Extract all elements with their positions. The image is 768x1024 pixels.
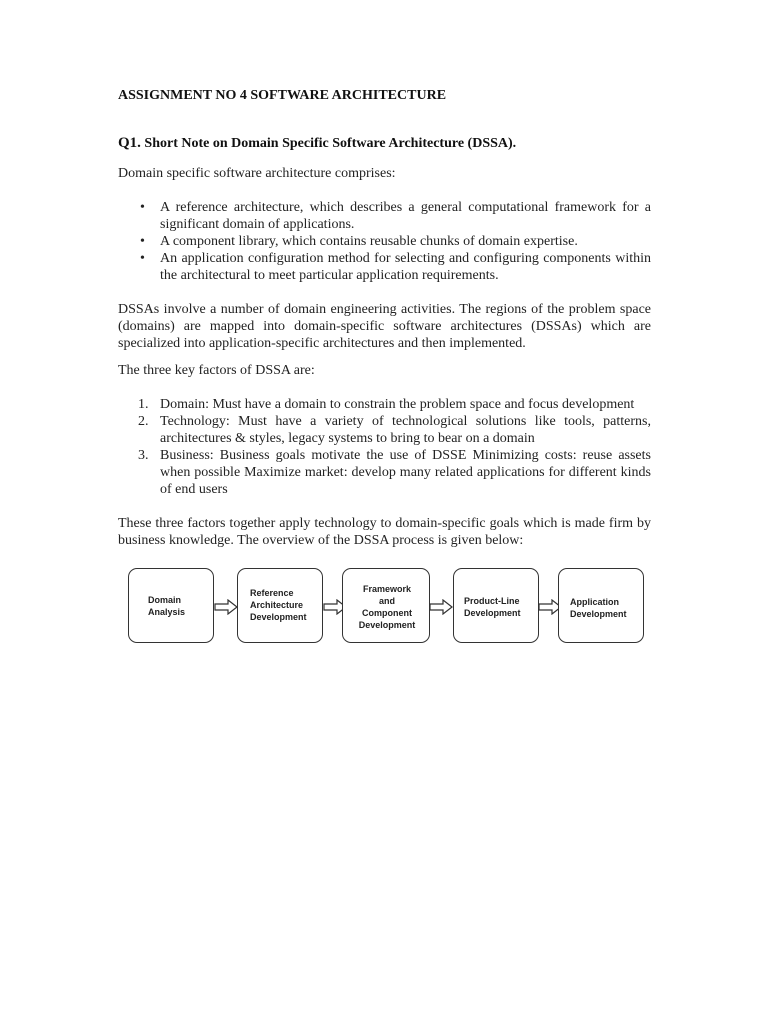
bullet-marker: • [140, 200, 145, 215]
bullet-marker: • [140, 251, 145, 266]
question-number: Q1. [118, 135, 141, 151]
step-label: Product-Line Development [464, 596, 521, 618]
bullet-marker: • [140, 234, 145, 249]
question-title [118, 133, 651, 154]
intro-paragraph: Domain specific software architecture comprises: [118, 166, 396, 181]
list-number: 2. [138, 414, 149, 429]
step-product-line [453, 568, 539, 643]
list-item: 1. Domain: Must have a domain to constrain the problem space and focus development [138, 397, 635, 412]
factors-list [118, 396, 651, 498]
list-item: • A component library, which contains reusable chunks of domain expertise. [140, 234, 578, 249]
step-label: Reference Architecture Development [250, 588, 307, 622]
components-list [118, 199, 651, 284]
factors-intro: The three key factors of DSSA are: [118, 363, 315, 378]
dssa-process-diagram [128, 566, 648, 646]
document-title: ASSIGNMENT NO 4 SOFTWARE ARCHITECTURE [118, 88, 447, 103]
step-reference-architecture [237, 568, 323, 643]
closing-paragraph: These three factors together apply technology to domain-specific goals which is made firm by business knowledge. The overview of the DSSA process is given below: [118, 516, 651, 548]
step-label: Domain Analysis [148, 595, 186, 617]
list-item: • An application configuration method for selecting and configuring components within the architectural to meet particular application requirements. [140, 251, 651, 283]
activities-paragraph: DSSAs involve a number of domain engineering activities. The regions of the problem space (domains) are mapped into domain-specific software architectures (DSSAs) which are specialized into application-specific architectures and then implemented. [118, 302, 651, 351]
document-page [118, 86, 651, 549]
arrow-right-icon [214, 599, 238, 615]
list-number: 3. [138, 448, 149, 463]
step-domain-analysis [128, 568, 214, 643]
list-number: 1. [138, 397, 149, 412]
list-item: • A reference architecture, which describes a general computational framework for a significant domain of applications. [140, 200, 651, 232]
arrow-right-icon [429, 599, 453, 615]
list-item: 2. Technology: Must have a variety of technological solutions like tools, patterns, architectures & styles, legacy systems to bring to bear on a domain [138, 414, 651, 446]
list-item: 3. Business: Business goals motivate the use of DSSE Minimizing costs: reuse assets when possible Maximize market: develop many related applications for different kinds of end users [138, 448, 651, 497]
question-text: Short Note on Domain Specific Software Architecture (DSSA). [144, 136, 517, 151]
step-application-development [558, 568, 644, 643]
step-label: Framework and Component Development [358, 584, 416, 630]
step-label: Application Development [570, 597, 627, 619]
step-framework-component [342, 568, 430, 643]
